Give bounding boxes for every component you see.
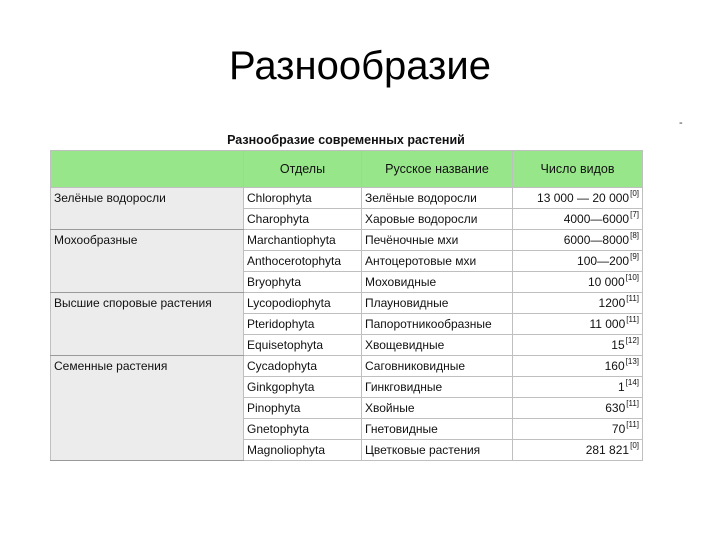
header-species-count: Число видов [513,151,643,188]
group-name-cell: Семенные растения [51,356,244,461]
russian-name-cell: Антоцеротовые мхи [362,251,513,272]
species-count-cell [513,272,643,293]
group-name-cell: Мохообразные [51,230,244,293]
species-count-cell [513,440,643,461]
table-row [51,293,643,314]
reference-link[interactable]: [0] [630,441,639,450]
russian-name-cell: Гнетовидные [362,419,513,440]
species-count-cell [513,356,643,377]
reference-link[interactable]: [14] [625,378,639,387]
russian-name-cell: Гинкговидные [362,377,513,398]
russian-name-cell: Папоротникообразные [362,314,513,335]
reference-link[interactable]: [13] [625,357,639,366]
species-count-value: 4000—6000 [563,212,630,226]
russian-name-cell: Зелёные водоросли [362,188,513,209]
species-count-value: 1200 [598,296,626,310]
table-body [51,188,643,461]
species-count-value: 6000—8000 [563,233,630,247]
species-count-cell [513,251,643,272]
reference-link[interactable]: [7] [630,210,639,219]
division-cell: Cycadophyta [244,356,362,377]
species-count-value: 70 [611,422,626,436]
species-count-value: 11 000 [589,317,626,331]
species-count-value: 100—200 [577,254,630,268]
russian-name-cell: Хвойные [362,398,513,419]
division-cell: Gnetophyta [244,419,362,440]
species-count-cell [513,398,643,419]
species-count-cell [513,188,643,209]
species-count-cell [513,314,643,335]
table-row [51,356,643,377]
russian-name-cell: Моховидные [362,272,513,293]
species-count-value: 281 821 [585,443,630,457]
header-group [51,151,244,188]
reference-link[interactable]: [11] [626,399,639,408]
species-count-cell [513,377,643,398]
division-cell: Equisetophyta [244,335,362,356]
slide-title: Разнообразие [229,44,491,88]
species-count-cell [513,209,643,230]
russian-name-cell: Плауновидные [362,293,513,314]
species-count-cell [513,230,643,251]
group-name-cell: Высшие споровые растения [51,293,244,356]
reference-link[interactable]: [9] [630,252,639,261]
division-cell: Marchantiophyta [244,230,362,251]
species-count-cell [513,419,643,440]
table-caption: Разнообразие современных растений [227,133,465,147]
division-cell: Lycopodiophyta [244,293,362,314]
reference-link[interactable]: [0] [630,189,639,198]
reference-link[interactable]: [12] [625,336,639,345]
russian-name-cell: Цветковые растения [362,440,513,461]
russian-name-cell: Саговниковидные [362,356,513,377]
division-cell: Magnoliophyta [244,440,362,461]
header-russian-name: Русское название [362,151,513,188]
header-division: Отделы [244,151,362,188]
reference-link[interactable]: [8] [630,231,639,240]
division-cell: Anthocerotophyta [244,251,362,272]
species-count-value: 13 000 — 20 000 [537,191,630,205]
reference-link[interactable]: [11] [626,420,639,429]
russian-name-cell: Хвощевидные [362,335,513,356]
plant-diversity-table [50,150,643,461]
division-cell: Ginkgophyta [244,377,362,398]
reference-link[interactable]: [11] [626,315,639,324]
species-count-value: 15 [611,338,625,352]
species-count-cell [513,293,643,314]
table-header-row [51,151,643,188]
reference-link[interactable]: [10] [625,273,639,282]
division-cell: Bryophyta [244,272,362,293]
species-count-value: 10 000 [587,275,625,289]
corner-mark: - [679,117,683,129]
species-count-cell [513,335,643,356]
russian-name-cell: Печёночные мхи [362,230,513,251]
division-cell: Pteridophyta [244,314,362,335]
division-cell: Charophyta [244,209,362,230]
species-count-value: 160 [604,359,625,373]
species-count-value: 630 [605,401,626,415]
division-cell: Chlorophyta [244,188,362,209]
division-cell: Pinophyta [244,398,362,419]
russian-name-cell: Харовые водоросли [362,209,513,230]
table-row [51,188,643,209]
group-name-cell: Зелёные водоросли [51,188,244,230]
species-count-value: 1 [617,380,625,394]
reference-link[interactable]: [11] [626,294,639,303]
table-row [51,230,643,251]
